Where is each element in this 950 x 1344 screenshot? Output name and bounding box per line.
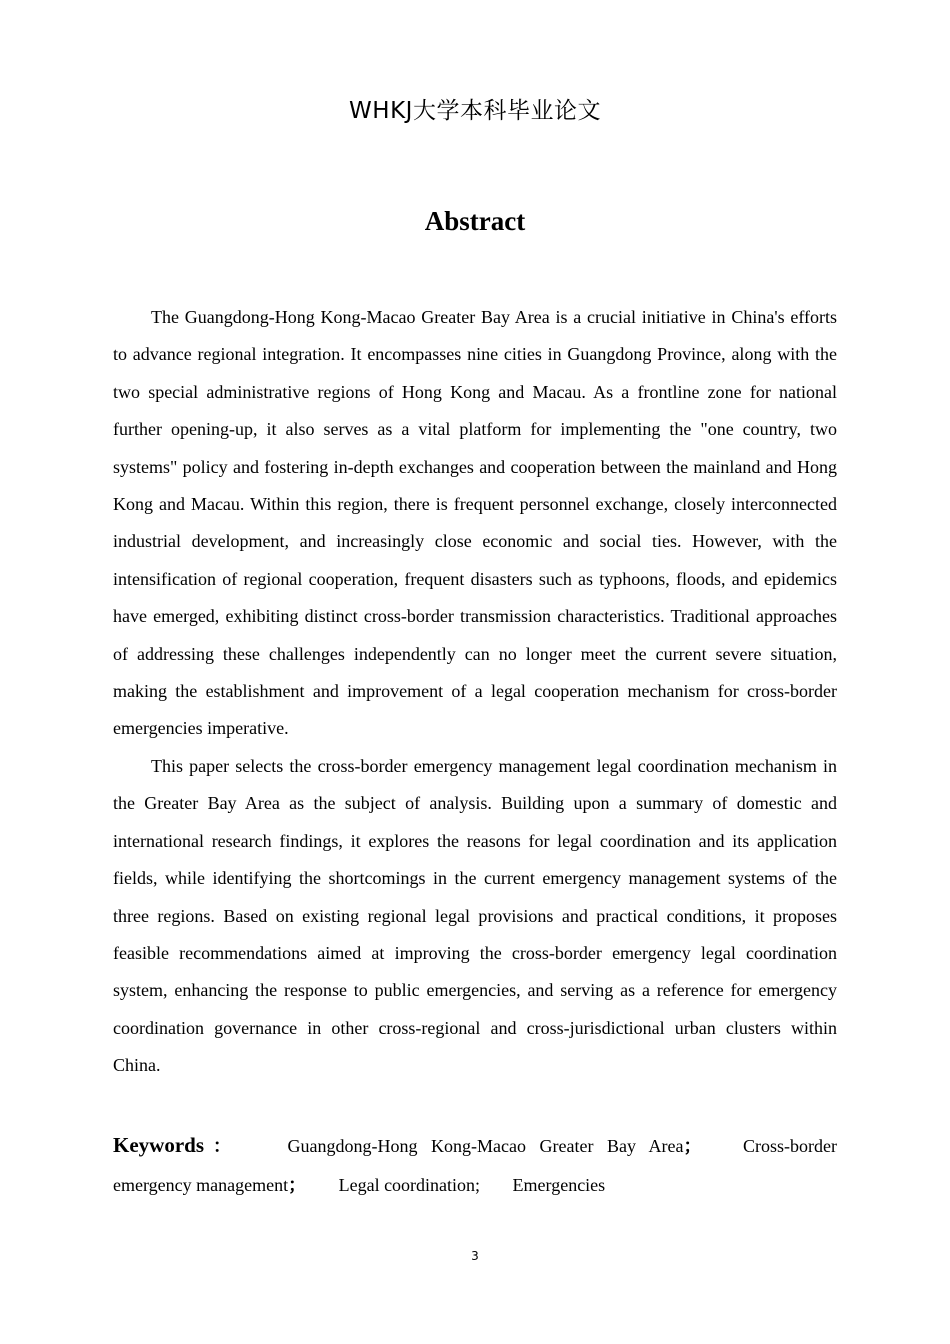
keyword-separator: ；: [288, 1175, 307, 1195]
page-number: 3: [471, 1249, 479, 1263]
keyword-separator: ；: [683, 1136, 702, 1156]
abstract-paragraph-1: The Guangdong-Hong Kong-Macao Greater Bay Area is a crucial initiative in China's efforts to advance regional integration. It encompasses nine cities in Guangdong Province, along with the two special administrative regions of Hong Kong and Macau. As a frontline zone for national further opening-up, it also serves as a vital platform for implementing the "one country, two systems" policy and fostering in-depth exchanges and cooperation between the mainland and Hong Kong and Macau. Within this region, there is frequent personnel exchange, closely interconnected industrial development, and increasingly close economic and social ties. However, with the intensification of regional cooperation, frequent disasters such as typhoons, floods, and epidemics have emerged, exhibiting distinct cross-border transmission characteristics. Traditional approaches of addressing these challenges independently can no longer meet the current severe situation, making the establishment and improvement of a legal cooperation mechanism for cross-border emergencies imperative.: [113, 307, 837, 739]
keywords-colon: ：: [204, 1136, 241, 1156]
page-header-title: WHKJ大学本科毕业论文: [349, 98, 601, 124]
keyword-item: Cross-border emergency management: [113, 1136, 837, 1195]
abstract-paragraph-2: This paper selects the cross-border emergency management legal coordination mechanism in the Greater Bay Area as the subject of analysis. Building upon a summary of domestic and international research findings, it explores the reasons for legal coordination and its application fields, while identifying the shortcomings in the current emergency management systems of the three regions. Based on existing regional legal provisions and practical conditions, it proposes feasible recommendations aimed at improving the cross-border emergency legal coordination system, enhancing the response to public emergencies, and serving as a reference for emergency coordination governance in other cross-regional and cross-jurisdictional urban clusters within China.: [113, 755, 837, 1076]
keywords-label: Keywords: [113, 1133, 204, 1157]
keyword-item: Guangdong-Hong Kong-Macao Greater Bay Area: [287, 1136, 684, 1156]
abstract-body: [113, 299, 837, 1085]
keyword-item: Emergencies: [512, 1175, 606, 1195]
keywords-section: [113, 1126, 837, 1205]
abstract-heading: Abstract: [424, 206, 526, 236]
keyword-item: Legal coordination;: [338, 1175, 481, 1195]
